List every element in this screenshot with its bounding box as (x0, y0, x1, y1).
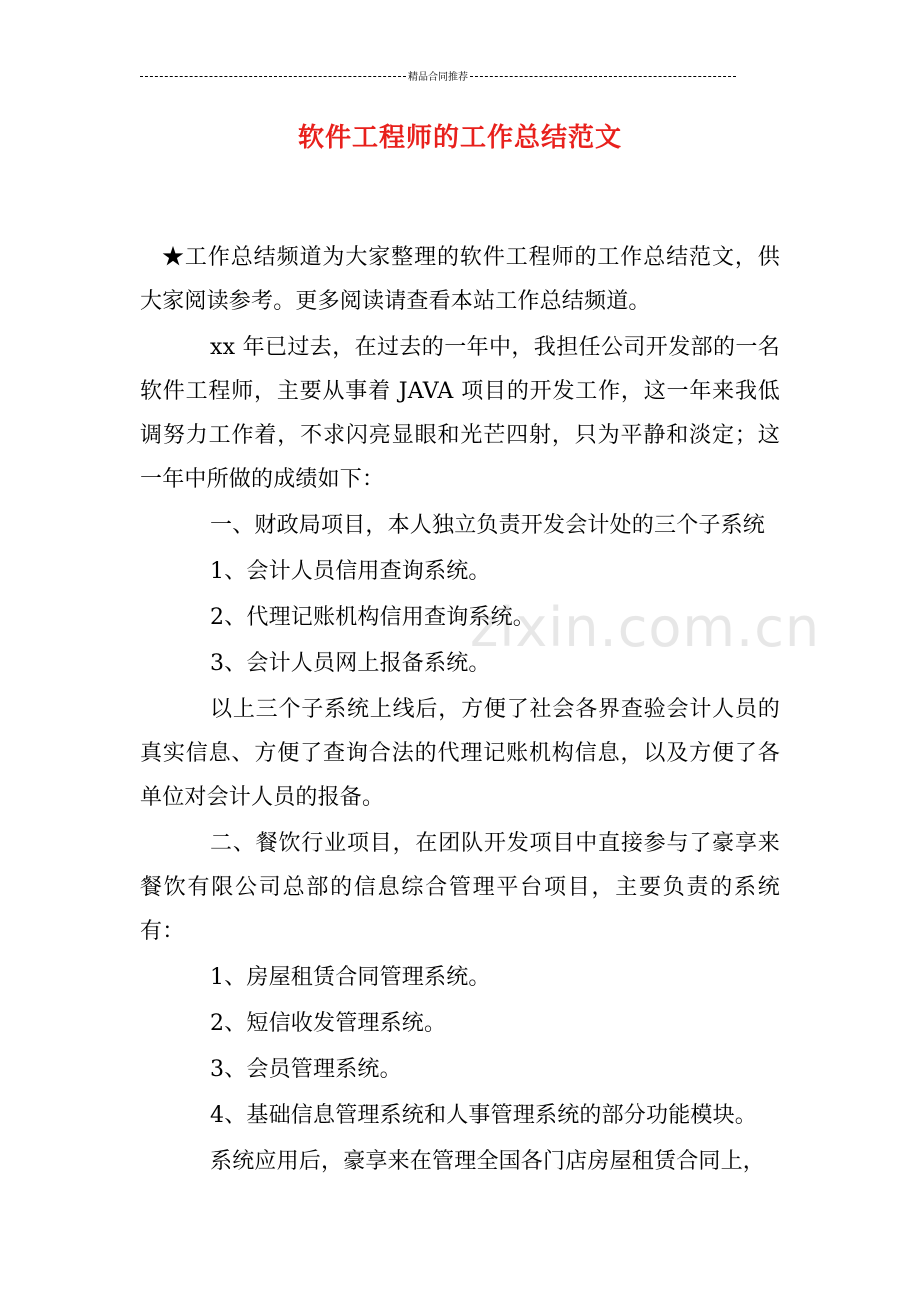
section-heading: 二、餐饮行业项目，在团队开发项目中直接参与了豪享来餐饮有限公司总部的信息综合管理平台项目，主要负责的系统有： (140, 831, 780, 944)
list-item: 3、会计人员网上报备系统。 (210, 651, 491, 676)
header-label: 精品合同推荐 (408, 72, 468, 83)
page-header (140, 68, 736, 83)
body-paragraph: 系统应用后，豪享来在管理全国各门店房屋租赁合同上， (210, 1149, 766, 1174)
section-heading: 一、财政局项目，本人独立负责开发会计处的三个子系统 (210, 513, 766, 538)
list-item: 1、会计人员信用查询系统。 (210, 559, 491, 584)
list-item: 1、房屋租赁合同管理系统。 (210, 965, 491, 990)
body-paragraph: 以上三个子系统上线后，方便了社会各界查验会计人员的真实信息、方便了查询合法的代理记账机构信息，以及方便了各单位对会计人员的报备。 (140, 697, 780, 810)
body-paragraph: xx 年已过去，在过去的一年中，我担任公司开发部的一名软件工程师，主要从事着 JAVA 项目的开发工作，这一年来我低调努力工作着，不求闪亮显眼和光芒四射，只为平静和淡定；这一年中所做的成绩如下： (140, 335, 780, 492)
list-item: 2、短信收发管理系统。 (210, 1011, 447, 1036)
header-dash-right (470, 76, 736, 77)
intro-paragraph: ★工作总结频道为大家整理的软件工程师的工作总结范文，供大家阅读参考。更多阅读请查看本站工作总结频道。 (140, 245, 780, 314)
document-title: 软件工程师的工作总结范文 (297, 123, 622, 153)
document-body (140, 236, 780, 1186)
list-item: 3、会员管理系统。 (210, 1057, 402, 1082)
list-item: 2、代理记账机构信用查询系统。 (210, 605, 535, 630)
list-item: 4、基础信息管理系统和人事管理系统的部分功能模块。 (210, 1103, 757, 1128)
watermark-text: zixin.com.cn (470, 596, 821, 659)
header-dash-left (140, 76, 406, 77)
